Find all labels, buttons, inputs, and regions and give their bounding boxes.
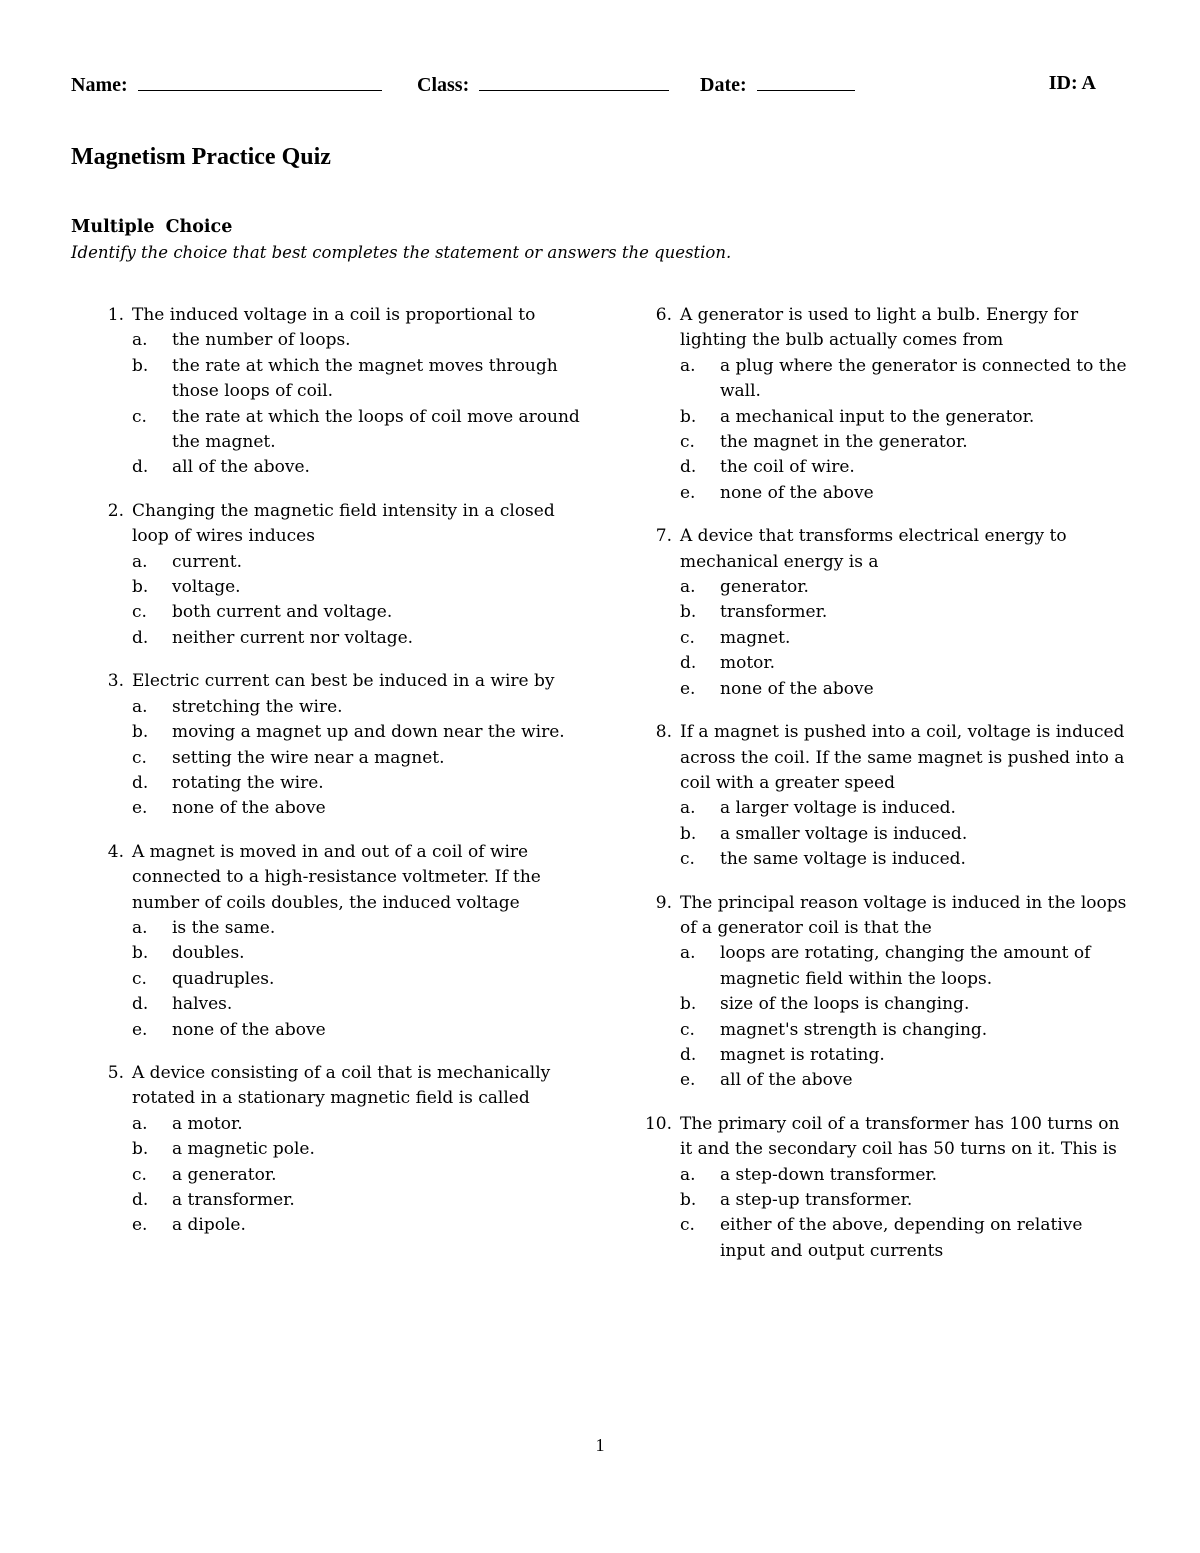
answer-choice xyxy=(132,455,590,480)
choice-text: the magnet in the generator. xyxy=(720,432,968,453)
answer-choice xyxy=(132,941,590,966)
question-text: Electric current can best be induced in a wire by xyxy=(132,671,555,692)
choice-letter: b. xyxy=(132,355,149,376)
question-item xyxy=(628,524,1128,702)
choice-text: a step-down transformer. xyxy=(720,1164,938,1185)
question-number: 5. xyxy=(107,1062,124,1083)
choice-letter: e. xyxy=(680,482,696,503)
choice-text: all of the above xyxy=(720,1070,853,1091)
choice-text: a motor. xyxy=(172,1113,243,1134)
choice-text: a larger voltage is induced. xyxy=(720,798,956,819)
choice-text: the number of loops. xyxy=(172,330,351,351)
choice-letter: a. xyxy=(680,798,696,819)
answer-choice xyxy=(680,941,1128,992)
choice-letter: e. xyxy=(132,1215,148,1236)
choice-letter: a. xyxy=(680,943,696,964)
question-number: 3. xyxy=(107,671,124,692)
answer-choice xyxy=(132,626,590,651)
choice-text: motor. xyxy=(720,653,776,674)
name-field xyxy=(71,72,382,97)
answer-choice xyxy=(680,847,1128,872)
choice-text: quadruples. xyxy=(172,968,275,989)
question-number: 1. xyxy=(107,305,124,325)
choice-letter: c. xyxy=(680,849,695,870)
answer-choice xyxy=(132,796,590,821)
answer-choice xyxy=(680,575,1128,600)
date-blank-line xyxy=(757,72,855,91)
question-text: The primary coil of a transformer has 100 turns on it and the secondary coil has 50 turns on it. This is xyxy=(680,1113,1120,1160)
question-body xyxy=(680,891,1128,1094)
page-title: Magnetism Practice Quiz xyxy=(71,144,331,170)
choice-letter: b. xyxy=(132,943,149,964)
choice-text: a transformer. xyxy=(172,1190,295,1210)
question-number: 2. xyxy=(107,500,124,521)
question-item xyxy=(628,303,1128,506)
choice-letter: a. xyxy=(680,577,696,598)
question-body xyxy=(132,303,590,481)
id-field xyxy=(1049,72,1096,95)
choice-letter: c. xyxy=(132,968,147,989)
question-number: 9. xyxy=(655,892,672,913)
choice-letter: e. xyxy=(680,1070,696,1091)
question-body xyxy=(132,669,590,821)
choice-text: rotating the wire. xyxy=(172,772,324,793)
answer-choice xyxy=(132,746,590,771)
choice-letter: a. xyxy=(132,917,148,938)
answer-choice xyxy=(680,1043,1128,1068)
choice-letter: b. xyxy=(680,1190,697,1210)
name-blank-line xyxy=(138,72,382,91)
answer-choice xyxy=(680,354,1128,405)
choice-text: setting the wire near a magnet. xyxy=(172,747,445,768)
choice-text: magnet is rotating. xyxy=(720,1044,885,1065)
questions-column-left xyxy=(80,303,590,1257)
answer-choice xyxy=(132,1163,590,1188)
answer-choice xyxy=(132,550,590,575)
class-blank-line xyxy=(479,72,669,91)
answer-choice xyxy=(132,967,590,992)
choice-letter: d. xyxy=(132,772,149,793)
question-number: 10. xyxy=(644,1113,672,1134)
questions-column-right xyxy=(628,303,1128,1282)
question-body xyxy=(680,720,1128,872)
choice-letter: a. xyxy=(132,1113,148,1134)
choice-text: moving a magnet up and down near the wire. xyxy=(172,722,565,743)
choice-letter: c. xyxy=(132,1164,147,1185)
question-text: Changing the magnetic field intensity in a closed loop of wires induces xyxy=(132,500,555,547)
choice-letter: d. xyxy=(680,653,697,674)
answer-choice xyxy=(132,916,590,941)
choice-letter: c. xyxy=(132,747,147,768)
choice-letter: d. xyxy=(132,457,149,478)
choice-letter: b. xyxy=(132,1139,149,1160)
question-text: The principal reason voltage is induced in the loops of a generator coil is that the xyxy=(680,892,1127,938)
answer-choice xyxy=(680,455,1128,480)
answer-choice xyxy=(132,575,590,600)
question-number: 4. xyxy=(107,841,124,862)
answer-choice xyxy=(132,720,590,745)
answer-choice xyxy=(680,1068,1128,1093)
choice-letter: c. xyxy=(132,406,147,427)
choice-text: a generator. xyxy=(172,1164,277,1185)
choice-letter: b. xyxy=(680,994,697,1015)
choice-text: loops are rotating, changing the amount of magnetic field within the loops. xyxy=(720,943,1091,989)
choice-letter: c. xyxy=(132,602,147,623)
header-fields xyxy=(71,72,1096,102)
choice-text: both current and voltage. xyxy=(172,602,393,623)
choice-letter: d. xyxy=(680,1044,697,1065)
date-field xyxy=(700,72,855,97)
choice-text: current. xyxy=(172,551,242,572)
choice-letter: c. xyxy=(680,1019,695,1040)
choice-text: size of the loops is changing. xyxy=(720,994,970,1015)
answer-choice xyxy=(680,481,1128,506)
choice-text: generator. xyxy=(720,577,809,598)
choice-text: none of the above xyxy=(172,798,326,819)
question-body xyxy=(680,524,1128,702)
question-text: A magnet is moved in and out of a coil of wire connected to a high-resistance voltmeter. If the number of coils doubles, the induced voltage xyxy=(132,841,541,913)
answer-choice xyxy=(680,796,1128,821)
answer-choice xyxy=(132,328,590,353)
section-instructions: Identify the choice that best completes the statement or answers the question. xyxy=(71,243,732,262)
id-label: ID: A xyxy=(1048,72,1096,94)
choice-letter: c. xyxy=(680,627,695,648)
answer-choice xyxy=(132,992,590,1017)
question-text: A device that transforms electrical energy to mechanical energy is a xyxy=(680,526,1067,572)
choice-letter: d. xyxy=(680,457,697,478)
answer-choice xyxy=(132,600,590,625)
choice-letter: e. xyxy=(132,1019,148,1040)
choice-letter: c. xyxy=(680,432,695,453)
choice-text: a plug where the generator is connected to the wall. xyxy=(720,355,1127,402)
choice-letter: b. xyxy=(680,602,697,623)
choice-letter: a. xyxy=(132,551,148,572)
choice-text: doubles. xyxy=(172,943,245,964)
question-body xyxy=(680,303,1128,506)
choice-text: transformer. xyxy=(720,602,828,623)
question-body xyxy=(680,1112,1128,1264)
choice-text: magnet's strength is changing. xyxy=(720,1019,988,1040)
section-title: Multiple Choice xyxy=(71,217,233,237)
choice-text: magnet. xyxy=(720,627,791,648)
answer-choice xyxy=(680,1163,1128,1188)
choice-letter: a. xyxy=(132,330,148,351)
choice-text: the rate at which the magnet moves through those loops of coil. xyxy=(172,355,558,402)
question-item xyxy=(80,1061,590,1239)
choice-letter: d. xyxy=(132,627,149,648)
choice-text: a dipole. xyxy=(172,1215,246,1236)
choice-text: is the same. xyxy=(172,917,276,938)
answer-choice xyxy=(680,1018,1128,1043)
class-label: Class: xyxy=(417,74,470,96)
class-field xyxy=(417,72,669,97)
name-label: Name: xyxy=(71,74,128,96)
choice-text: neither current nor voltage. xyxy=(172,627,414,648)
choice-letter: a. xyxy=(132,696,148,717)
choice-text: a smaller voltage is induced. xyxy=(720,823,968,844)
question-text: A generator is used to light a bulb. Energy for lighting the bulb actually comes from xyxy=(680,305,1079,351)
choice-text: all of the above. xyxy=(172,457,310,478)
answer-choice xyxy=(680,992,1128,1017)
choice-text: a magnetic pole. xyxy=(172,1139,315,1160)
question-item xyxy=(628,1112,1128,1264)
answer-choice xyxy=(132,1137,590,1162)
question-item xyxy=(80,303,590,481)
choice-text: the coil of wire. xyxy=(720,457,855,478)
choice-letter: b. xyxy=(132,722,149,743)
choice-text: a mechanical input to the generator. xyxy=(720,406,1035,427)
choice-letter: d. xyxy=(132,1190,149,1210)
question-text: A device consisting of a coil that is mechanically rotated in a stationary magnetic field is called xyxy=(132,1062,551,1109)
choice-text: stretching the wire. xyxy=(172,696,343,717)
answer-choice xyxy=(680,822,1128,847)
question-item xyxy=(628,891,1128,1094)
choice-letter: c. xyxy=(680,1215,695,1236)
answer-choice xyxy=(132,1018,590,1043)
question-item xyxy=(80,840,590,1043)
answer-choice xyxy=(132,771,590,796)
choice-text: either of the above, depending on relative input and output currents xyxy=(720,1215,1083,1261)
question-number: 6. xyxy=(655,305,672,325)
choice-letter: a. xyxy=(680,1164,696,1185)
answer-choice xyxy=(132,695,590,720)
answer-choice xyxy=(132,354,590,405)
answer-choice xyxy=(680,1213,1128,1264)
page-number: 1 xyxy=(595,1435,605,1455)
answer-choice xyxy=(680,651,1128,676)
answer-choice xyxy=(132,1213,590,1238)
question-number: 7. xyxy=(655,526,672,547)
answer-choice xyxy=(680,677,1128,702)
question-item xyxy=(80,499,590,651)
answer-choice xyxy=(680,1188,1128,1213)
choice-letter: e. xyxy=(680,678,696,699)
choice-text: the rate at which the loops of coil move around the magnet. xyxy=(172,406,580,453)
question-body xyxy=(132,840,590,1043)
answer-choice xyxy=(680,430,1128,455)
choice-text: voltage. xyxy=(172,577,241,598)
answer-choice xyxy=(132,1188,590,1213)
answer-choice xyxy=(680,626,1128,651)
choice-letter: b. xyxy=(680,406,697,427)
question-item xyxy=(80,669,590,821)
choice-text: none of the above xyxy=(720,482,874,503)
date-label: Date: xyxy=(700,74,747,96)
choice-text: a step-up transformer. xyxy=(720,1190,913,1210)
question-body xyxy=(132,499,590,651)
answer-choice xyxy=(680,405,1128,430)
choice-text: the same voltage is induced. xyxy=(720,849,966,870)
choice-text: halves. xyxy=(172,994,233,1015)
question-body xyxy=(132,1061,590,1239)
question-number: 8. xyxy=(655,722,672,743)
answer-choice xyxy=(132,1112,590,1137)
choice-letter: b. xyxy=(132,577,149,598)
question-text: The induced voltage in a coil is proportional to xyxy=(132,305,536,325)
question-text: If a magnet is pushed into a coil, voltage is induced across the coil. If the same magnet is pushed into a coil with a greater speed xyxy=(680,722,1125,793)
choice-letter: e. xyxy=(132,798,148,819)
choice-text: none of the above xyxy=(172,1019,326,1040)
choice-letter: b. xyxy=(680,823,697,844)
choice-letter: d. xyxy=(132,994,149,1015)
choice-text: none of the above xyxy=(720,678,874,699)
answer-choice xyxy=(680,600,1128,625)
question-item xyxy=(628,720,1128,872)
answer-choice xyxy=(132,405,590,456)
choice-letter: a. xyxy=(680,355,696,376)
